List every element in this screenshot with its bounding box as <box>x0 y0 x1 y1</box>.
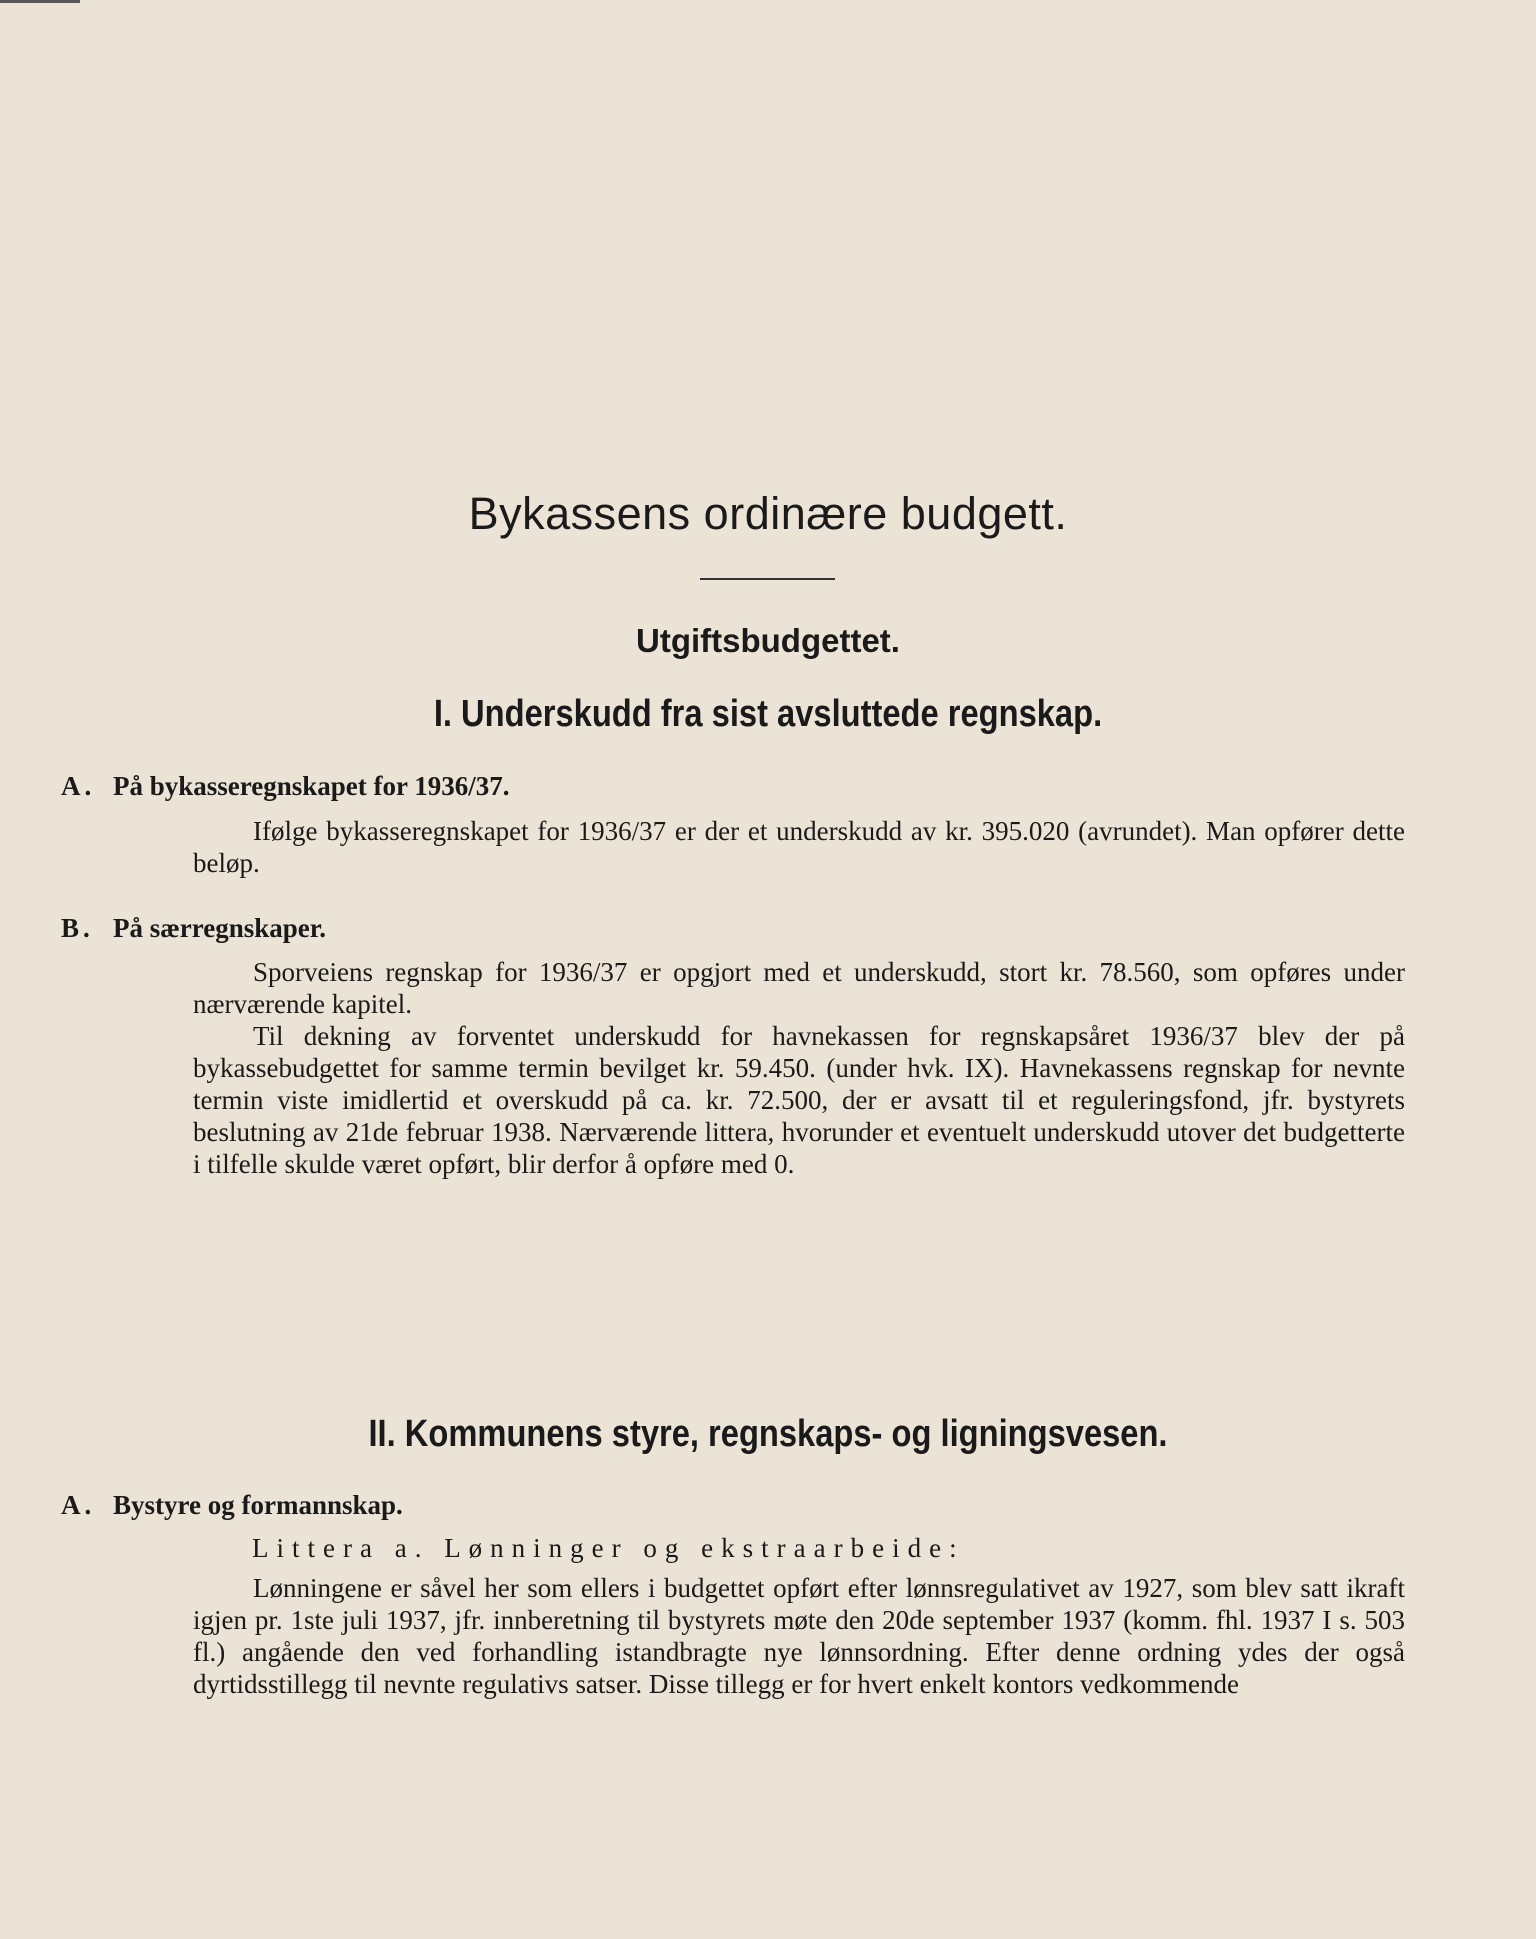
section-1-b-label: B. <box>61 913 94 943</box>
section-1-b-heading <box>61 913 326 944</box>
page-subtitle: Utgiftsbudgettet. <box>636 622 900 659</box>
section-1-a-paragraph: Ifølge bykasseregnskapet for 1936/37 er der et underskudd av kr. 395.020 (avrundet). Man opfører dette beløp. <box>193 816 1405 878</box>
section-1-a-title: På bykasseregnskapet for 1936/37. <box>113 771 510 801</box>
section-1-a-label: A. <box>61 771 96 801</box>
section-2-a-heading <box>61 1490 403 1521</box>
section-1-b-paragraph-1: Sporveiens regnskap for 1936/37 er opgjort med et underskudd, stort kr. 78.560, som opføres under nærværende kapitel. <box>193 957 1405 1019</box>
section-2-a-label: A. <box>61 1490 96 1520</box>
page-title: Bykassens ordinære budgett. <box>468 488 1068 539</box>
section-1-a-heading <box>61 771 510 802</box>
section-1-b-title: På særregnskaper. <box>113 913 327 943</box>
section-2-a-title: Bystyre og formannskap. <box>113 1490 403 1520</box>
section-2-heading: II. Kommunens styre, regnskaps- og ligningsvesen. <box>368 1413 1168 1455</box>
section-1-b-paragraph-2: Til dekning av forventet underskudd for havnekassen for regnskapsåret 1936/37 blev der på bykassebudgettet for samme termin bevilget kr. 59.450. (under hvk. IX). Havnekassens regnskap for nevnte termin viste imidlertid et overskudd på ca. kr. 72.500, der er avsatt til et reguleringsfond, jfr. bystyrets beslutning av 21de februar 1938. Nærværende littera, hvorunder et eventuelt underskudd utover det budgetterte i tilfelle skulde været opført, blir derfor å opføre med 0. <box>193 1021 1405 1179</box>
title-divider <box>700 578 835 580</box>
section-2-a-paragraph: Lønningene er såvel her som ellers i budgettet opført efter lønnsregulativet av 1927, som blev satt ikraft igjen pr. 1ste juli 1937, jfr. innberetning til bystyrets møte den 20de september 1937 (komm. fhl. 1937 I s. 503 fl.) angående den ved forhandling istandbragte nye lønnsordning. Efter denne ordning ydes der også dyrtidsstillegg til nevnte regulativs satser. Disse tillegg er for hvert enkelt kontors vedkommende <box>193 1573 1405 1699</box>
littera-a-heading: Littera a. Lønninger og ekstraarbeide: <box>252 1533 965 1563</box>
top-edge-mark <box>0 0 80 3</box>
section-1-heading: I. Underskudd fra sist avsluttede regnskap. <box>433 693 1103 735</box>
